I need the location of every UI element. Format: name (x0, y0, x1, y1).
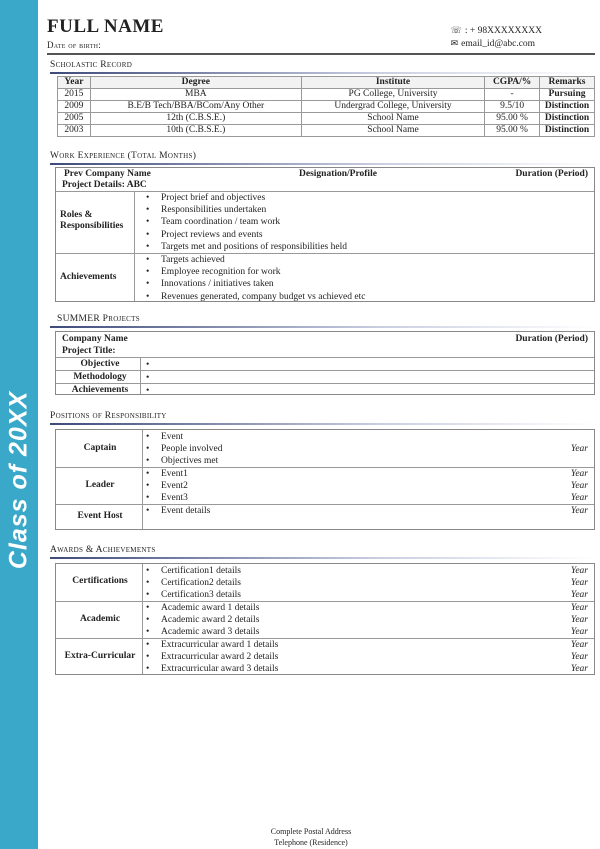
work-designation: Designation/Profile (299, 169, 377, 179)
sidebar-band (0, 0, 38, 849)
cell: Pursuing (540, 89, 595, 101)
cell: 2015 (58, 89, 91, 101)
year: Year (570, 615, 588, 626)
roles-label: Roles & Responsibilities (60, 210, 124, 231)
summer-rule (50, 326, 595, 328)
divider (56, 467, 594, 468)
col-institute: Institute (301, 77, 484, 89)
divider (56, 383, 594, 384)
cell: Undergrad College, University (301, 101, 484, 113)
extracurricular-years (571, 639, 588, 676)
captain-list (148, 431, 222, 468)
achievements-label: Achievements (60, 272, 117, 282)
list-item: • People involved (148, 443, 222, 455)
list-item: • Certification3 details (148, 589, 241, 601)
captain-label: Captain (83, 443, 117, 453)
list-item: • Extracurricular award 2 details (148, 651, 278, 663)
list-item: • Event details (148, 505, 210, 517)
year: Year (570, 652, 588, 663)
footer (22, 826, 600, 848)
cell: - (485, 89, 540, 101)
table-row (58, 125, 595, 137)
list-item: • Project reviews and events (148, 229, 347, 241)
year: Year (570, 627, 588, 638)
list-item: • Certification2 details (148, 577, 241, 589)
list-item (148, 385, 161, 398)
class-year-text: Class of 20XX (4, 390, 33, 570)
academic-label: Academic (79, 614, 121, 624)
cell: 9.5/10 (485, 101, 540, 113)
email-address: email_id@abc.com (461, 39, 536, 49)
divider (56, 504, 594, 505)
certifications-years (571, 565, 588, 602)
cell: Distinction (540, 125, 595, 137)
divider (140, 357, 141, 394)
list-item: • Innovations / initiatives taken (148, 278, 365, 290)
work-project: Project Details: ABC (62, 180, 147, 190)
full-name: FULL NAME (47, 16, 164, 37)
year: Year (570, 493, 588, 504)
date-of-birth: Date of birth: (47, 40, 102, 50)
col-year: Year (58, 77, 91, 89)
extracurricular-list (148, 639, 278, 676)
divider (142, 430, 143, 529)
list-item: • Extracurricular award 1 details (148, 639, 278, 651)
year: Year (570, 590, 588, 601)
year: Year (570, 566, 588, 576)
list-item: • Event1 (148, 468, 188, 480)
cell: 12th (C.B.S.E.) (90, 113, 301, 125)
work-rule (50, 163, 595, 165)
summer-box (55, 331, 595, 395)
year: Year (570, 640, 588, 650)
list-item: • Academic award 3 details (148, 626, 259, 638)
cell: 2005 (58, 113, 91, 125)
year: Year (570, 469, 588, 479)
awards-title: Awards & Achievements (50, 545, 156, 555)
year: Year (570, 481, 588, 492)
cell: Distinction (540, 113, 595, 125)
list-item: • Certification1 details (148, 565, 241, 577)
academic-list (148, 602, 259, 639)
cell: School Name (301, 125, 484, 137)
positions-rule (50, 423, 595, 425)
summer-project: Project Title: (62, 346, 116, 356)
list-item (148, 359, 161, 372)
scholastic-title: Scholastic Record (50, 60, 133, 70)
divider (56, 357, 594, 358)
footer-telephone: Telephone (Residence) (274, 838, 348, 847)
summer-achievements-label: Achievements (71, 385, 129, 395)
academic-years (571, 602, 588, 639)
list-item: • Targets achieved (148, 254, 365, 266)
list-item: • Academic award 1 details (148, 602, 259, 614)
table-row (58, 89, 595, 101)
col-degree: Degree (90, 77, 301, 89)
footer-address: Complete Postal Address (270, 827, 352, 836)
list-item: • Team coordination / team work (148, 216, 347, 228)
list-item: • Event3 (148, 492, 188, 504)
list-item: • Project brief and objectives (148, 192, 347, 204)
positions-box (55, 429, 595, 530)
methodology-label: Methodology (73, 372, 127, 382)
work-company: Prev Company Name (64, 169, 151, 179)
roles-list (148, 192, 347, 253)
divider (142, 564, 143, 674)
work-title: Work Experience (Total Months) (50, 151, 197, 161)
objective-label: Objective (80, 359, 120, 369)
work-box (55, 167, 595, 302)
year: Year (570, 578, 588, 589)
certifications-label: Certifications (72, 576, 128, 586)
list-item: • Academic award 2 details (148, 614, 259, 626)
leader-years (571, 468, 588, 505)
cell: 10th (C.B.S.E.) (90, 125, 301, 137)
cell: B.E/B Tech/BBA/BCom/Any Other (90, 101, 301, 113)
event-host-label: Event Host (77, 511, 123, 521)
col-cgpa: CGPA/% (485, 77, 540, 89)
summer-title: SUMMER Projects (57, 314, 140, 324)
achievements-list (148, 254, 365, 303)
list-item: • Employee recognition for work (148, 266, 365, 278)
cell: 95.00 % (485, 125, 540, 137)
cell: School Name (301, 113, 484, 125)
year: Year (570, 603, 588, 613)
contact-block (451, 25, 542, 51)
list-item (148, 372, 161, 385)
work-duration: Duration (Period) (515, 169, 588, 179)
list-item: • Responsibilities undertaken (148, 204, 347, 216)
summer-company: Company Name (62, 334, 128, 344)
leader-label: Leader (85, 480, 115, 490)
cell: Distinction (540, 101, 595, 113)
table-row (58, 113, 595, 125)
divider (56, 601, 594, 602)
mail-icon: ✉ (450, 39, 459, 49)
list-item: • Event (148, 431, 222, 443)
phone-number: : + 98XXXXXXXX (464, 26, 542, 36)
certifications-list (148, 565, 241, 602)
captain-year: Year (570, 444, 588, 454)
scholastic-table (57, 76, 595, 137)
list-item: • Extracurricular award 3 details (148, 663, 278, 675)
list-item: • Event2 (148, 480, 188, 492)
cell: MBA (90, 89, 301, 101)
list-item: • Revenues generated, company budget vs achieved etc (148, 291, 365, 303)
divider (56, 638, 594, 639)
event-host-list (148, 505, 210, 517)
awards-rule (50, 557, 595, 559)
list-item: • Targets met and positions of responsibilities held (148, 241, 347, 253)
event-host-year: Year (570, 506, 588, 516)
year: Year (570, 664, 588, 675)
summer-duration: Duration (Period) (515, 334, 588, 344)
awards-box (55, 563, 595, 675)
list-item: • Objectives met (148, 455, 222, 467)
summer-bullets (148, 359, 161, 398)
col-remarks: Remarks (540, 77, 595, 89)
divider (56, 370, 594, 371)
cell: 2009 (58, 101, 91, 113)
extracurricular-label: Extra-Curricular (64, 651, 136, 661)
cell: PG College, University (301, 89, 484, 101)
leader-list (148, 468, 188, 505)
scholastic-rule (50, 72, 595, 74)
header-rule (47, 53, 595, 55)
cell: 95.00 % (485, 113, 540, 125)
table-row (58, 101, 595, 113)
phone-icon: ☏ (450, 26, 462, 36)
cell: 2003 (58, 125, 91, 137)
positions-title: Positions of Responsibility (50, 411, 167, 421)
scholastic-header-row (58, 77, 595, 89)
divider (134, 191, 135, 301)
